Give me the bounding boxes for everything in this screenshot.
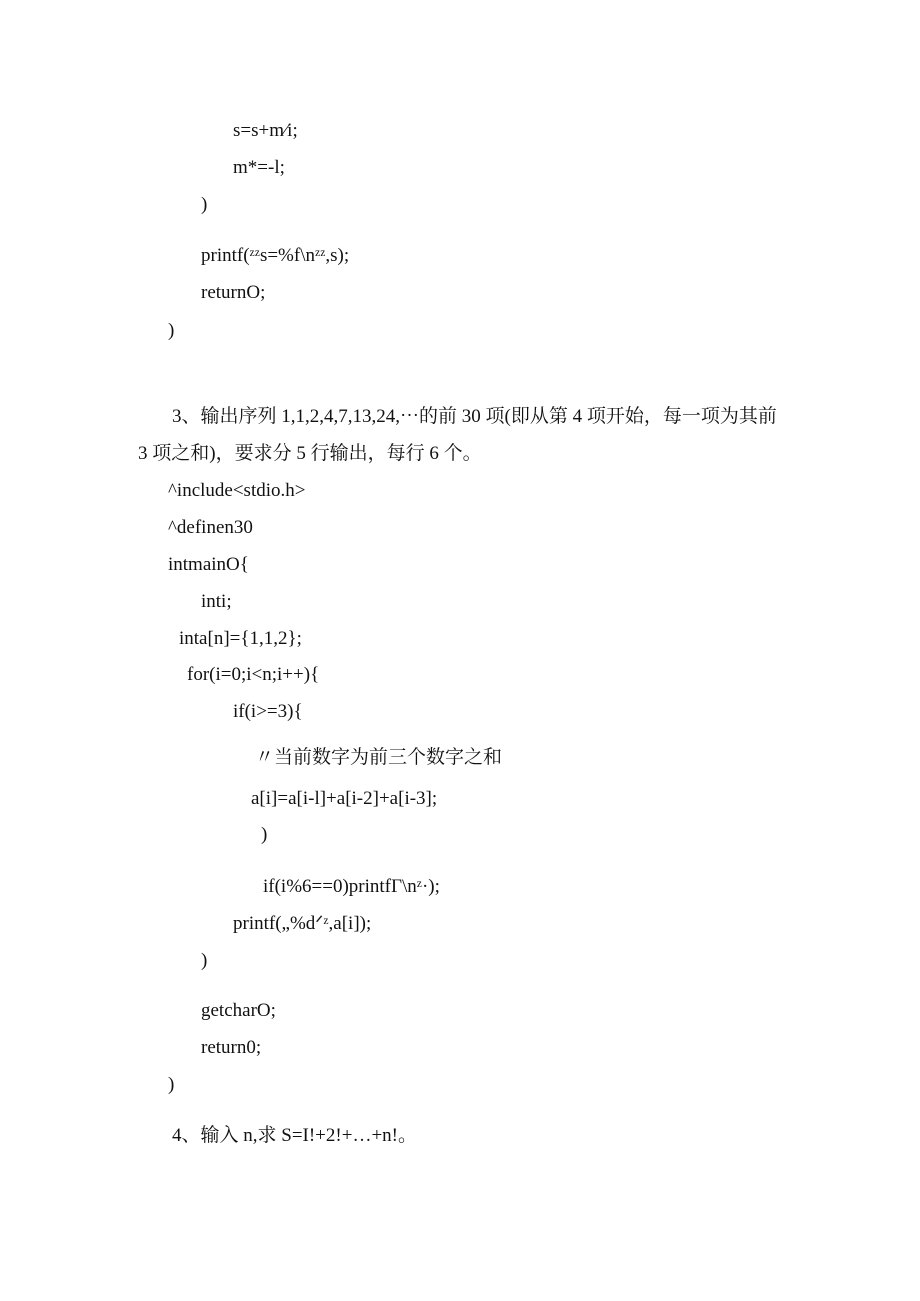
code-line: ) bbox=[201, 194, 208, 215]
code-line: m*=-l; bbox=[233, 157, 285, 178]
code-line: ^definen30 bbox=[168, 517, 253, 538]
code-line: inti; bbox=[201, 591, 232, 612]
code-line: getcharO; bbox=[201, 1000, 276, 1021]
code-line: intmainO{ bbox=[168, 554, 249, 575]
code-line: ) bbox=[168, 1074, 175, 1095]
code-line: ) bbox=[261, 824, 268, 845]
code-line: returnO; bbox=[201, 282, 266, 303]
code-line: a[i]=a[i-l]+a[i-2]+a[i-3]; bbox=[251, 788, 438, 809]
code-line: inta[n]={1,1,2}; bbox=[179, 628, 302, 649]
code-line: return0; bbox=[201, 1037, 262, 1058]
code-line: printf(„%dᐟᶻ,a[i]); bbox=[233, 913, 372, 934]
code-line: ) bbox=[201, 950, 208, 971]
code-line: for(i=0;i<n;i++){ bbox=[187, 664, 320, 685]
code-line: if(i>=3){ bbox=[233, 701, 303, 722]
problem-4-text: 4、输入 n,求 S=I!+2!+…+n!。 bbox=[172, 1125, 417, 1146]
code-comment: 〃当前数字为前三个数字之和 bbox=[255, 747, 503, 768]
code-line: if(i%6==0)printfΓ\nᶻ·); bbox=[263, 876, 440, 897]
problem-3-statement: 3、输出序列 1,1,2,4,7,13,24,⋯的前 30 项(即从第 4 项开始，每一项为其前 3 项之和)，要求分 5 行输出，每行 6 个。 bbox=[138, 406, 777, 464]
code-line: printf(ᶻᶻs=%f\nᶻᶻ,s); bbox=[201, 245, 350, 266]
code-line: s=s+m⁄i; bbox=[233, 120, 298, 141]
code-line: ) bbox=[168, 320, 175, 341]
problem-3-text bbox=[138, 398, 788, 472]
code-line: ^include<stdio.h> bbox=[168, 480, 306, 501]
